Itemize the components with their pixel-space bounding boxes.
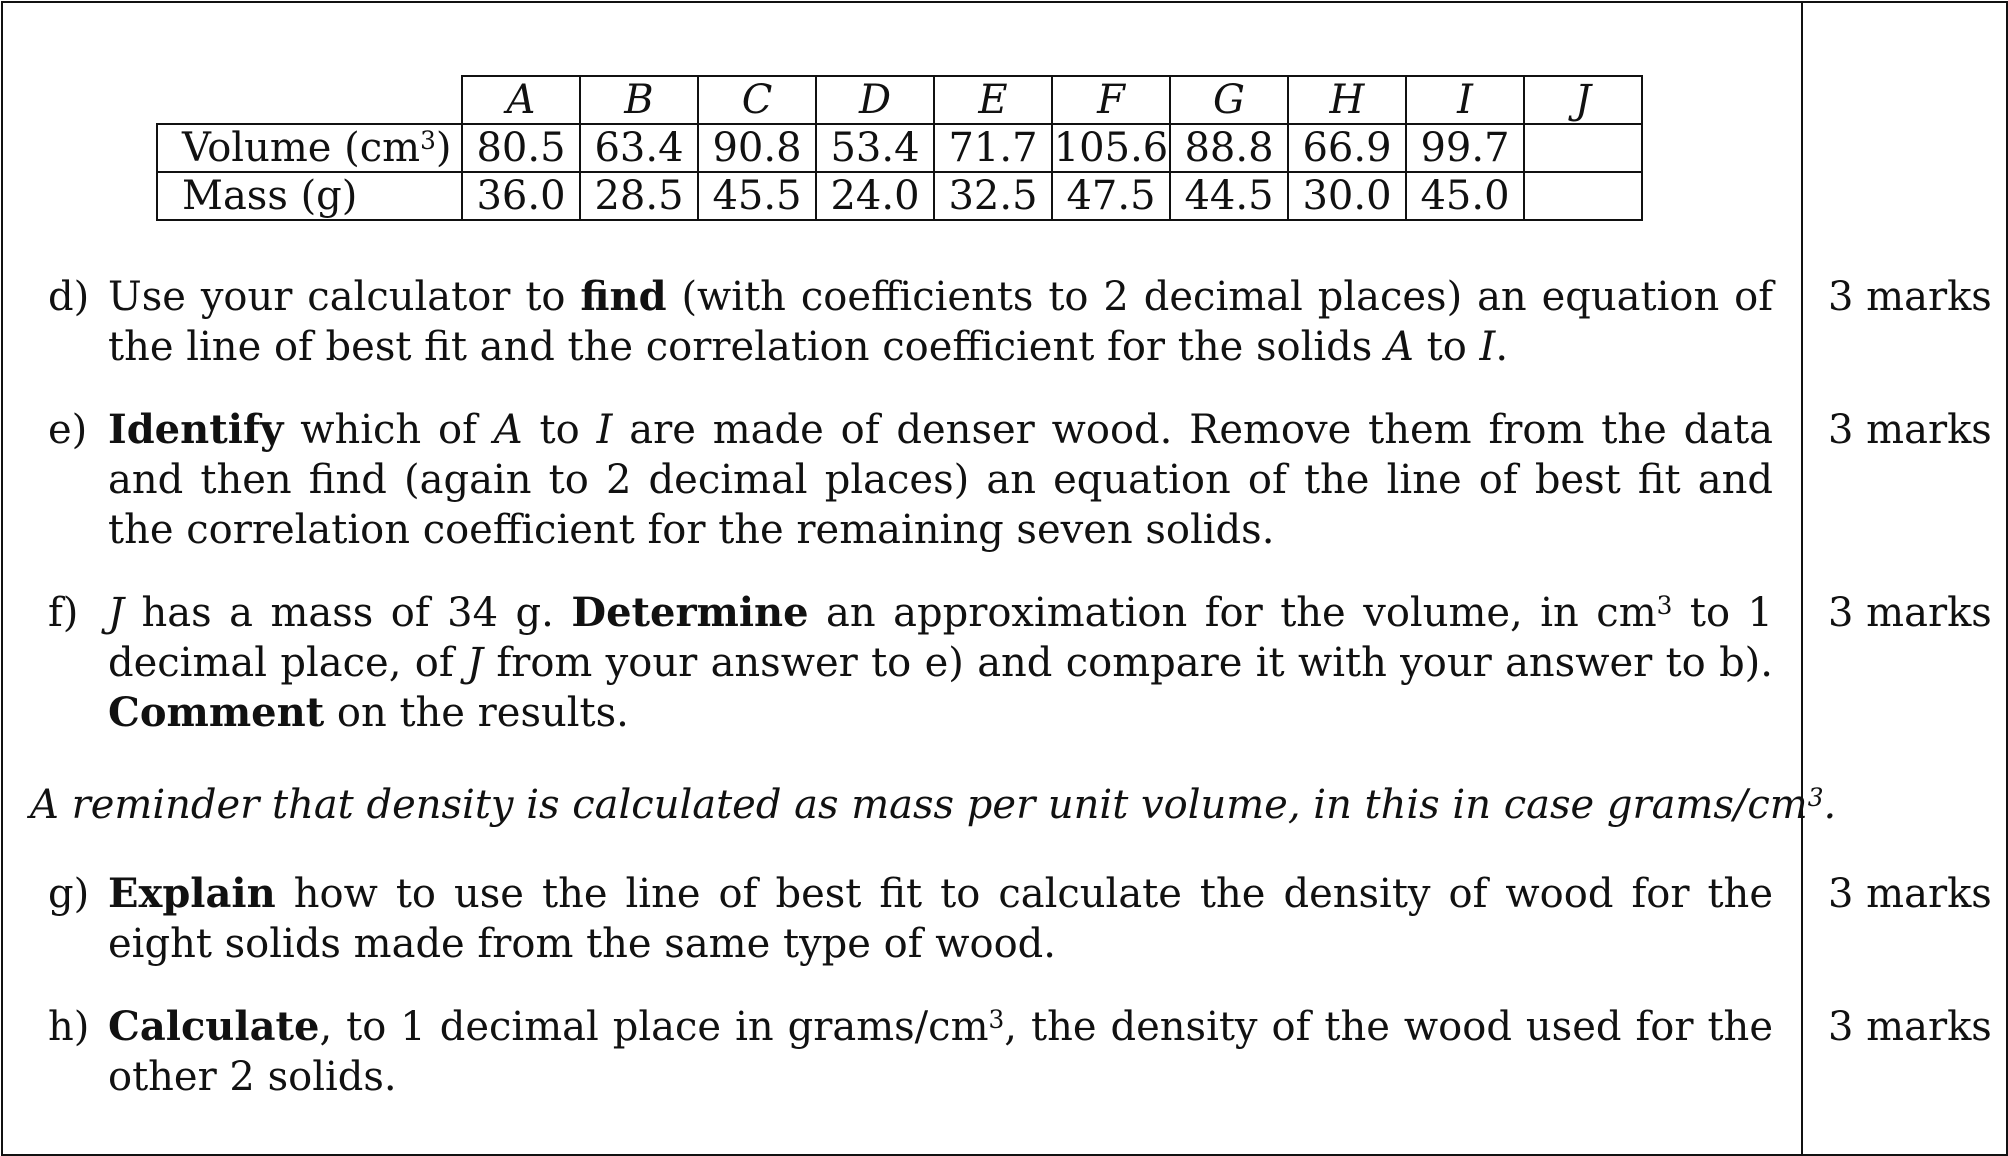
question-letter: d) (48, 274, 90, 320)
column-header-h: H (1288, 76, 1406, 124)
row-label-mass (157, 172, 462, 220)
column-header-f: F (1052, 76, 1170, 124)
column-header-g: G (1170, 76, 1288, 124)
question-text: Identify which of A to I are made of denser wood. Remove them from the data and then find (again to 2 decimal places) an equation of the line of best fit and the correlation coefficient for the remaining seven solids. (108, 406, 1773, 553)
marks-column-divider (1801, 3, 1803, 1154)
marks-label: 3 marks (1828, 274, 1992, 320)
marks-label: 3 marks (1828, 407, 1992, 453)
table-cell: 80.5 (462, 124, 580, 172)
column-header-j: J (1524, 76, 1642, 124)
marks-label: 3 marks (1828, 1004, 1992, 1050)
table-cell: 63.4 (580, 124, 698, 172)
table-corner (157, 76, 462, 124)
row-label-text: Mass (g) (182, 173, 358, 219)
question-letter: h) (48, 1004, 90, 1050)
table-cell: 36.0 (462, 172, 580, 220)
question-letter: g) (48, 871, 90, 917)
table-cell: 47.5 (1052, 172, 1170, 220)
column-header-d: D (816, 76, 934, 124)
question-text: Explain how to use the line of best fit to calculate the density of wood for the eight solids made from the same type of wood. (108, 870, 1773, 967)
table-cell: 30.0 (1288, 172, 1406, 220)
row-label-volume (157, 124, 462, 172)
table-cell: 24.0 (816, 172, 934, 220)
marks-label: 3 marks (1828, 590, 1992, 636)
row-label-close: ) (435, 125, 452, 171)
column-header-i: I (1406, 76, 1524, 124)
table-cell: 53.4 (816, 124, 934, 172)
table-cell: 44.5 (1170, 172, 1288, 220)
table-row-mass (157, 172, 1642, 220)
table-cell (1524, 172, 1642, 220)
question-letter: f) (48, 590, 79, 636)
table-cell (1524, 124, 1642, 172)
data-table (156, 75, 1643, 221)
table-header-row (157, 76, 1642, 124)
row-label-text: Volume (cm (182, 125, 421, 171)
table-cell: 71.7 (934, 124, 1052, 172)
table-cell: 45.5 (698, 172, 816, 220)
table-cell: 45.0 (1406, 172, 1524, 220)
table-cell: 88.8 (1170, 124, 1288, 172)
question-text: Use your calculator to find (with coefficients to 2 decimal places) an equation of the line of best fit and the correlation coefficient for the solids A to I. (108, 273, 1773, 370)
table-cell: 99.7 (1406, 124, 1524, 172)
table-cell: 32.5 (934, 172, 1052, 220)
density-reminder: A reminder that density is calculated as mass per unit volume, in this in case grams/$cm^3$. (30, 782, 1837, 828)
table-cell: 28.5 (580, 172, 698, 220)
column-header-e: E (934, 76, 1052, 124)
table-cell: 66.9 (1288, 124, 1406, 172)
table-cell: 105.6 (1053, 125, 1169, 171)
marks-label: 3 marks (1828, 871, 1992, 917)
question-text: J has a mass of 34 g. Determine an approximation for the volume, in $cm^3$ to 1 decimal place, of J from your answer to e) and compare it with your answer to b). Comment on the results. (108, 589, 1774, 736)
question-letter: e) (48, 407, 88, 453)
column-header-c: C (698, 76, 816, 124)
column-header-a: A (462, 76, 580, 124)
column-header-b: B (580, 76, 698, 124)
table-cell: 90.8 (698, 124, 816, 172)
question-text: Calculate, to 1 decimal place in grams/$cm^3$, the density of the wood used for the other 2 solids. (108, 1003, 1773, 1100)
table-row-volume (157, 124, 1642, 172)
row-label-superscript: 3 (420, 125, 436, 155)
